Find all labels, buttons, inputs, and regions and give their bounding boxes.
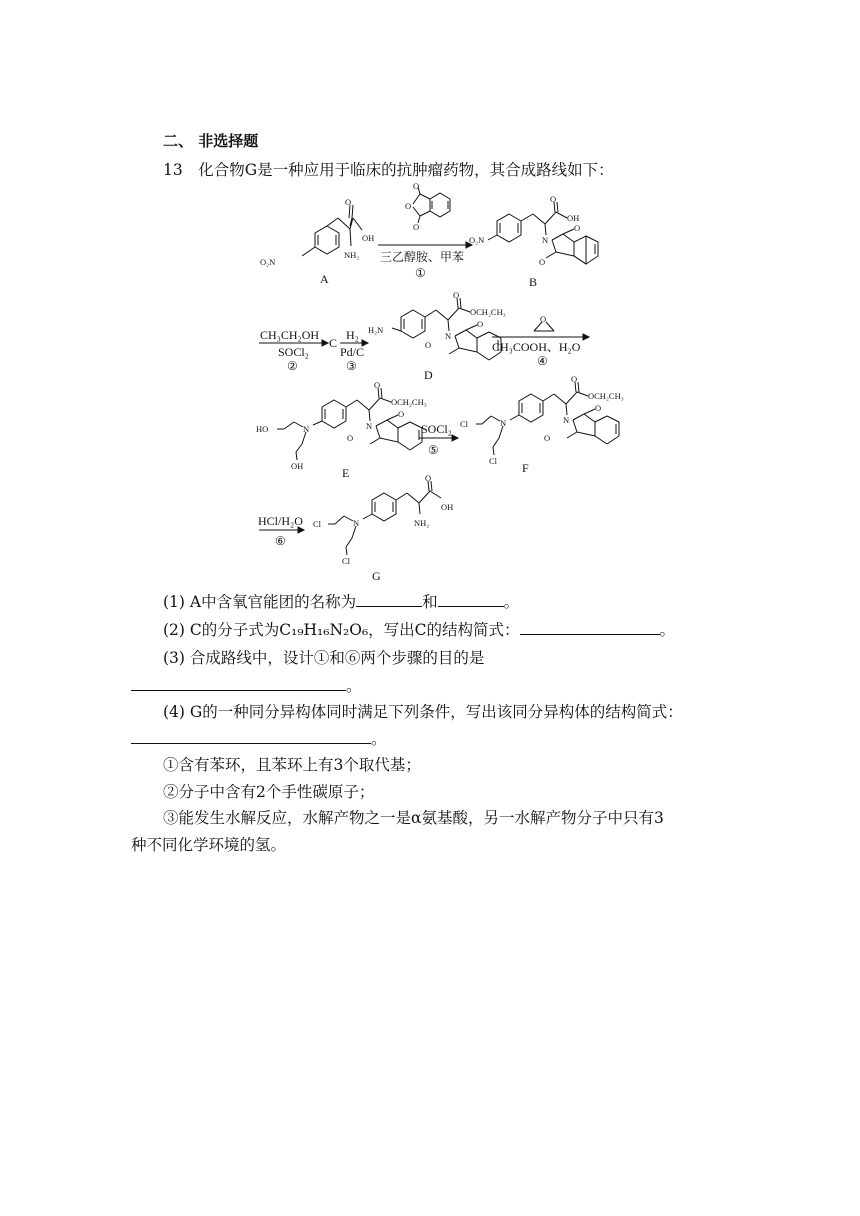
- e-n-imide: N: [366, 421, 373, 431]
- b-o2n-label: O₂N: [469, 235, 485, 245]
- q2-blank[interactable]: [520, 620, 660, 635]
- a-nh2-label: NH₂: [344, 250, 360, 260]
- label-d: D: [424, 368, 433, 382]
- q3-suffix: 。: [346, 677, 362, 695]
- d-carbonyl-o: O: [453, 290, 460, 300]
- e-carbonyl-o: O: [374, 380, 381, 390]
- q1-blank-1[interactable]: [356, 592, 422, 607]
- step3-reagent-top: H₂: [346, 328, 359, 342]
- anhydride-o-top: O: [413, 181, 420, 191]
- label-g: G: [372, 569, 381, 583]
- q2-suffix: 。: [659, 621, 676, 639]
- d-ester-label: OCH₂CH₃: [470, 307, 506, 317]
- a-o2n-label: O₂N: [260, 257, 276, 267]
- q1-mid: 和: [422, 593, 438, 611]
- compound-c: C: [329, 336, 338, 350]
- step1-reagent: 三乙醇胺、甲苯: [380, 250, 465, 264]
- step3-number: ③: [346, 359, 357, 373]
- q1-blank-2[interactable]: [438, 592, 504, 607]
- synthesis-scheme: [0, 0, 860, 600]
- condition-2: ②分子中含有2个手性碳原子；: [163, 783, 375, 801]
- e-imide-o-bottom: O: [347, 433, 354, 443]
- question-3: (3) 合成路线中，设计①和⑥两个步骤的目的是: [163, 649, 485, 667]
- q1-text: (1) A中含氧官能团的名称为: [163, 593, 357, 611]
- step5-reagent: SOCl₂: [421, 422, 452, 436]
- label-f: F: [522, 461, 529, 475]
- e-ho-label: HO: [256, 424, 269, 434]
- q1-suffix: 。: [503, 593, 520, 611]
- structure-b: [488, 202, 598, 264]
- question-4: (4) G的一种同分异构体同时满足下列条件，写出该同分异构体的结构简式：: [163, 703, 683, 721]
- a-oh-label: OH: [362, 233, 375, 243]
- f-imide-o-bottom: O: [544, 433, 551, 443]
- a-carbonyl-o-label: O: [345, 197, 352, 207]
- g-nh2-label: NH₂: [414, 518, 430, 528]
- d-h2n-label: H₂N: [368, 325, 384, 335]
- arrow-step4-head: [583, 334, 589, 340]
- step2-reagent-bottom: SOCl₂: [278, 345, 309, 359]
- section-header: 二、 非选择题: [163, 132, 259, 150]
- b-imide-o-bottom: O: [539, 257, 546, 267]
- g-cl-top: Cl: [313, 519, 322, 529]
- structure-a: [302, 205, 362, 256]
- arrow-step5-head: [452, 435, 458, 441]
- f-n-imide: N: [563, 415, 570, 425]
- condition-1: ①含有苯环，且苯环上有3个取代基；: [163, 756, 421, 774]
- q2-text: (2) C的分子式为C₁₉H₁₆N₂O₆，写出C的结构简式：: [163, 621, 520, 639]
- phthalic-anhydride: [413, 187, 450, 223]
- label-e: E: [342, 466, 350, 480]
- q4-suffix: 。: [371, 730, 387, 748]
- question-3-answer-line: [131, 676, 362, 696]
- step4-reagent: CH₃COOH、H₂O: [492, 340, 581, 354]
- b-imide-o-top: O: [574, 223, 581, 233]
- q4-blank[interactable]: [131, 729, 371, 744]
- arrow-step2-head: [322, 340, 328, 346]
- step4-number: ④: [537, 354, 548, 368]
- f-n-label: N: [500, 418, 507, 428]
- f-cl-bottom: Cl: [489, 456, 498, 466]
- step1-number: ①: [415, 266, 426, 280]
- question-1: [163, 592, 519, 612]
- label-a: A: [320, 272, 329, 286]
- condition-3-continued: 种不同化学环境的氢。: [131, 836, 287, 854]
- d-imide-o-top: O: [477, 319, 484, 329]
- e-n-label: N: [303, 424, 310, 434]
- g-cl-bottom: Cl: [342, 556, 351, 566]
- f-cl-top: Cl: [460, 419, 469, 429]
- g-n-label: N: [353, 518, 360, 528]
- e-ester-label: OCH₂CH₃: [391, 397, 427, 407]
- b-oh-label: OH: [567, 213, 580, 223]
- condition-3: ③能发生水解反应，水解产物之一是α氨基酸，另一水解产物分子中只有3: [163, 809, 664, 827]
- f-imide-o-top: O: [595, 403, 602, 413]
- question-intro: 13 化合物G是一种应用于临床的抗肿瘤药物，其合成路线如下：: [163, 161, 614, 179]
- g-oh-label: OH: [441, 502, 454, 512]
- step2-reagent-top: CH₃CH₂OH: [260, 328, 320, 342]
- question-2: [163, 620, 675, 640]
- d-imide-o-bottom: O: [425, 340, 432, 350]
- e-imide-o-top: O: [398, 409, 405, 419]
- d-n-label: N: [445, 331, 452, 341]
- b-carbonyl-o: O: [550, 194, 557, 204]
- b-n-label: N: [542, 235, 549, 245]
- anhydride-o-bottom: O: [413, 222, 420, 232]
- q3-blank[interactable]: [131, 676, 346, 691]
- step2-number: ②: [287, 359, 298, 373]
- e-oh-label: OH: [291, 461, 304, 471]
- epoxide-o: O: [540, 314, 547, 324]
- f-carbonyl-o: O: [571, 374, 578, 384]
- f-ester-label: OCH₂CH₃: [588, 391, 624, 401]
- anhydride-o-ring: O: [405, 201, 412, 211]
- step6-number: ⑥: [275, 534, 286, 548]
- question-4-answer-line: [131, 729, 387, 749]
- step5-number: ⑤: [428, 443, 439, 457]
- g-carbonyl-o: O: [425, 473, 432, 483]
- step6-reagent: HCl/H₂O: [258, 514, 303, 528]
- step3-reagent-bottom: Pd/C: [340, 345, 365, 359]
- label-b: B: [529, 275, 538, 289]
